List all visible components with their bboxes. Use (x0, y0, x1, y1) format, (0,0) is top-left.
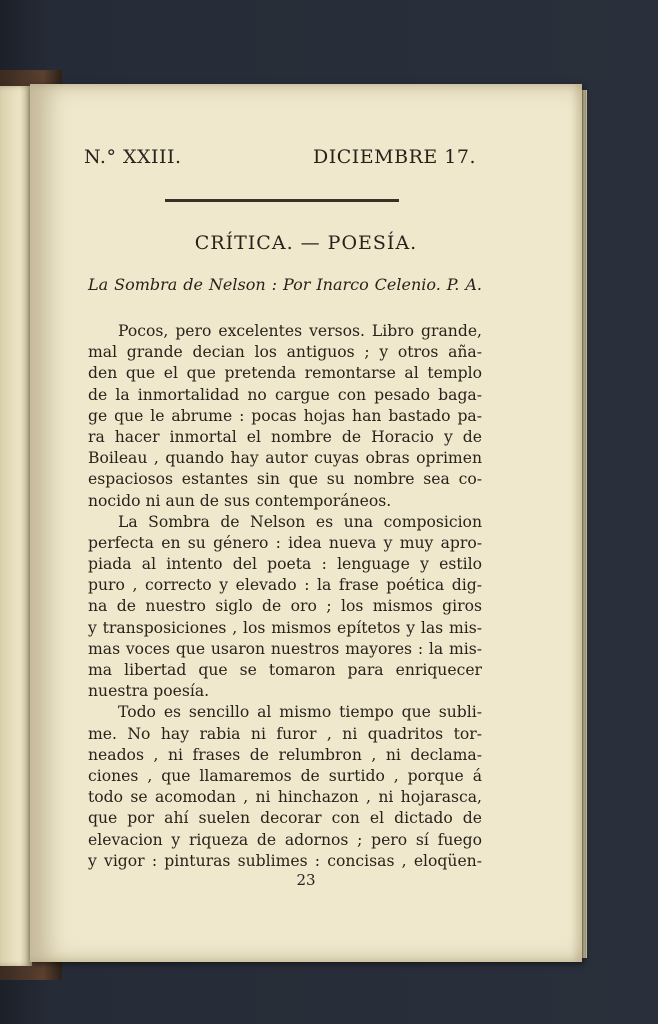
paragraph (88, 321, 482, 512)
issue-date: DICIEMBRE 17. (313, 146, 476, 168)
text-line: ma libertad que se tomaron para enriquecer (88, 661, 482, 679)
paragraph (88, 512, 482, 703)
text-line: mas voces que usaron nuestros mayores : la mis- (88, 639, 482, 658)
text-line: que por ahí suelen decorar con el dictado de (88, 809, 482, 828)
article-byline: La Sombra de Nelson : Por Inarco Celenio. P. A. (88, 275, 482, 294)
text-line: na de nuestro siglo de oro ; los mismos giros (88, 597, 482, 616)
text-line: espaciosos estantes sin que su nombre sea co- (88, 470, 482, 489)
paragraph (88, 702, 482, 872)
text-line: y vigor : pinturas sublimes : concisas , eloqüen- (88, 851, 482, 870)
text-line: neados , ni frases de relumbron , ni declama- (88, 745, 482, 764)
text-line: Todo es sencillo al mismo tiempo que subli- (118, 703, 482, 722)
text-line: La Sombra de Nelson es una composicion (118, 512, 482, 531)
text-line: mal grande decian los antiguos ; y otros aña- (88, 343, 482, 362)
text-line: ge que le abrume : pocas hojas han bastado pa- (88, 406, 482, 425)
text-line: me. No hay rabia ni furor , ni quadritos tor- (88, 724, 482, 743)
text-line: Pocos, pero excelentes versos. Libro grande, (118, 322, 482, 340)
text-line: ciones , que llamaremos de surtido , porque á (88, 766, 482, 785)
text-line: perfecta en su género : idea nueva y muy apro- (88, 533, 482, 552)
text-line: puro , correcto y elevado : la frase poética dig- (88, 576, 482, 595)
facing-page-edge (0, 86, 32, 966)
text-line: y transposiciones , los mismos epítetos y las mis- (88, 618, 482, 637)
article-body (88, 321, 482, 872)
text-line: nocido ni aun de sus contemporáneos. (88, 491, 392, 510)
text-line: nuestra poesía. (88, 682, 210, 701)
page-number: 23 (296, 871, 316, 889)
text-line: den que el que pretenda remontarse al templo (88, 364, 482, 383)
text-line: todo se acomodan , ni hinchazon , ni hojarasca, (88, 788, 482, 807)
section-title: CRÍTICA. — POESÍA. (194, 232, 418, 254)
text-line: de la inmortalidad no cargue con pesado baga- (88, 385, 482, 404)
text-line: elevacion y riqueza de adornos ; pero sí fuego (88, 830, 482, 849)
issue-number: N.° XXIII. (84, 146, 182, 168)
text-line: Boileau , quando hay autor cuyas obras oprimen (88, 449, 482, 468)
text-line: ra hacer inmortal el nombre de Horacio y de (88, 427, 482, 446)
text-line: piada al intento del poeta : lenguage y estilo (88, 555, 482, 574)
